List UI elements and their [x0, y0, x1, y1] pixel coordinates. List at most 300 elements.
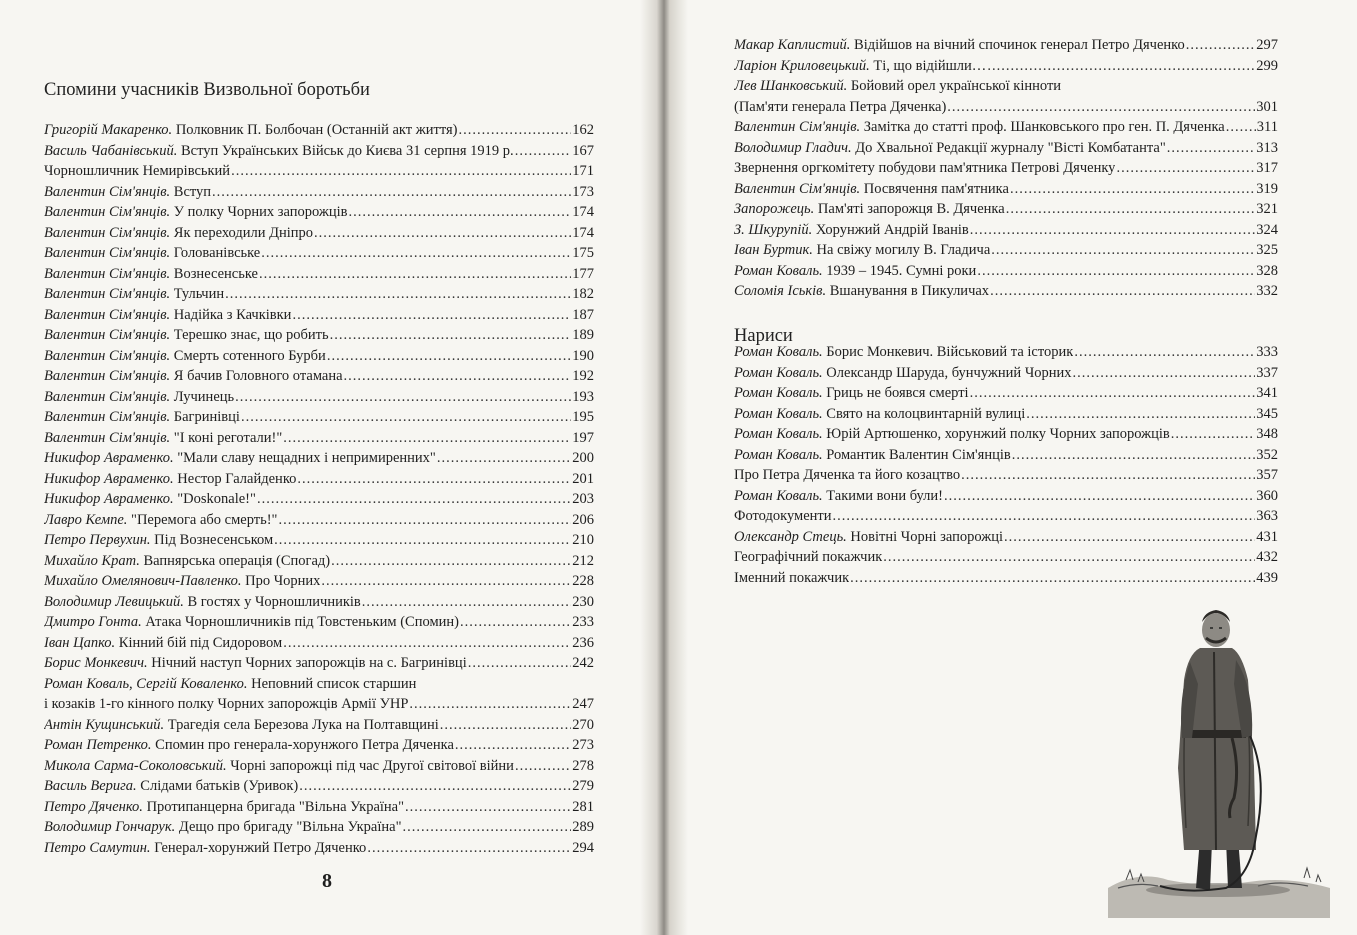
dot-leader [990, 281, 1255, 302]
entry-author: Олександр Стець. [734, 528, 847, 545]
toc-entry [734, 465, 1278, 486]
entry-author: Іван Цапко. [44, 634, 116, 651]
toc-entry [44, 407, 594, 428]
entry-page-number: 177 [572, 265, 594, 282]
entry-page-number: 182 [572, 286, 594, 302]
dot-leader [367, 838, 571, 859]
dot-leader [1186, 35, 1256, 56]
entry-title: У полку Чорних запорожців [170, 204, 348, 220]
dot-leader [1073, 363, 1256, 384]
dot-leader [349, 202, 572, 223]
dot-leader [991, 240, 1255, 261]
dot-leader [1012, 445, 1256, 466]
entry-title: Нестор Галайденко [173, 470, 297, 487]
entry-title: Вступ [170, 183, 212, 200]
entry-author: Соломія Іськів. [734, 283, 827, 299]
dot-leader [970, 383, 1256, 404]
entry-author: Валентин Сім'янців. [44, 286, 171, 302]
entry-author: Володимир Гладич. [734, 139, 852, 156]
dot-leader [1004, 527, 1255, 548]
entry-title: Вознесенське [170, 265, 258, 282]
entry-author: Валентин Сім'янців. [44, 204, 171, 220]
entry-author: Валентин Сім'янців. [44, 409, 171, 425]
entry-page-number: 301 [1256, 98, 1278, 115]
dot-leader [987, 56, 1255, 77]
toc-entry [44, 551, 594, 572]
entry-author: Петро Дяченко. [44, 798, 143, 815]
toc-entry [734, 220, 1278, 241]
entry-author: Валентин Сім'янців. [44, 224, 171, 241]
entry-title: Вапнярська операція (Спогад) [139, 552, 331, 569]
entry-page-number: 175 [572, 245, 594, 261]
entry-title: Романтик Валентин Сім'янців [822, 446, 1011, 463]
entry-title: До Хвальної Редакції журналу "Вісті Комбатанта" [851, 139, 1166, 156]
entry-page-number: 319 [1256, 180, 1278, 197]
toc-entry [44, 735, 594, 756]
dot-leader [883, 547, 1255, 568]
dot-leader [977, 261, 1255, 282]
toc-entry [734, 342, 1278, 363]
toc-entry [734, 56, 1278, 77]
entry-page-number: 190 [572, 347, 594, 364]
dot-leader [944, 486, 1255, 507]
toc-entry [44, 653, 594, 674]
dot-leader [1074, 342, 1255, 363]
dot-leader [299, 776, 571, 797]
toc-entry [44, 387, 594, 408]
entry-page-number: 200 [572, 450, 594, 466]
entry-author: Валентин Сім'янців. [734, 119, 861, 135]
entry-page-number: 333 [1256, 344, 1278, 360]
entry-title: Я бачив Головного отамана [170, 368, 343, 384]
toc-entry [44, 182, 594, 203]
entry-title: Юрій Артюшенко, хорунжий полку Чорних запорожців [822, 426, 1170, 442]
entry-title: Кінний бій під Сидоровом [115, 634, 283, 651]
dot-leader [330, 325, 572, 346]
toc-entry [44, 223, 594, 244]
entry-author: Григорій Макаренко. [44, 122, 173, 138]
dot-leader [257, 489, 571, 510]
dot-leader [1006, 199, 1256, 220]
dot-leader [327, 346, 571, 367]
toc-entry [44, 305, 594, 326]
entry-page-number: 270 [572, 716, 594, 733]
entry-title: Багринівці [170, 409, 240, 425]
entry-title: і козаків 1-го кінного полку Чорних запорожців Армії УНР [44, 696, 409, 712]
dot-leader [331, 551, 571, 572]
dot-leader [259, 264, 571, 285]
dot-leader [261, 243, 571, 264]
entry-page-number: 242 [572, 655, 594, 671]
entry-author: Михайло Крат. [44, 552, 140, 569]
entry-page-number: 247 [572, 696, 594, 712]
entry-page-number: 311 [1256, 119, 1278, 135]
dot-leader [1116, 158, 1255, 179]
entry-page-number: 321 [1256, 201, 1278, 217]
dot-leader [455, 735, 571, 756]
entry-page-number: 325 [1256, 242, 1278, 258]
entry-page-number: 193 [572, 388, 594, 405]
entry-title: Трагедія села Березова Лука на Полтавщині [164, 716, 439, 733]
entry-title: Нічний наступ Чорних запорожців на с. Багринівці [147, 655, 467, 671]
entry-title: В гостях у Чорношличників [183, 593, 361, 610]
dot-leader [1226, 117, 1256, 138]
entry-author: Никифор Авраменко. [44, 450, 174, 466]
dot-leader [283, 428, 571, 449]
toc-entry [44, 243, 594, 264]
entry-title: Новітні Чорні запорожці [846, 528, 1004, 545]
toc-entry [734, 179, 1278, 200]
entry-title: Гриць не боявся смерті [822, 385, 969, 401]
toc-entry [734, 117, 1278, 138]
entry-title: Звернення оргкомітету побудови пам'ятника Петрові Дяченку [734, 160, 1116, 176]
dot-leader [460, 612, 571, 633]
toc-entry [734, 199, 1278, 220]
entry-page-number: 332 [1256, 283, 1278, 299]
entry-title: Олександр Шаруда, бунчужний Чорних [822, 364, 1072, 381]
dot-leader [1026, 404, 1255, 425]
entry-page-number: 167 [572, 142, 594, 159]
toc-entry [734, 404, 1278, 425]
toc-entry [44, 120, 594, 141]
dot-leader [468, 653, 572, 674]
dot-leader [321, 571, 571, 592]
toc-entry [734, 486, 1278, 507]
toc-entry [44, 366, 594, 387]
toc-entry [734, 424, 1278, 445]
entry-page-number: 228 [572, 573, 594, 589]
toc-entry [44, 325, 594, 346]
entry-title: Бойовий орел української кінноти [847, 78, 1062, 94]
entry-page-number: 192 [572, 368, 594, 384]
entry-author: Антін Кущинський. [44, 716, 165, 733]
dot-leader [362, 592, 571, 613]
entry-title: Атака Чорношличників під Товстеньким (Спомин) [141, 614, 459, 630]
toc-entry [44, 448, 594, 469]
entry-author: Дмитро Гонта. [44, 614, 142, 630]
entry-author: Василь Чабанівський. [44, 142, 178, 159]
toc-entry [44, 694, 594, 715]
dot-leader [1171, 424, 1255, 445]
entry-author: Запорожець. [734, 201, 815, 217]
toc-entry [734, 363, 1278, 384]
entry-page-number: 313 [1256, 139, 1278, 156]
dot-leader [225, 284, 571, 305]
toc-entry [734, 35, 1278, 56]
entry-page-number: 201 [572, 470, 594, 487]
dot-leader [1167, 138, 1256, 159]
entry-page-number: 348 [1256, 426, 1278, 442]
toc-list-right-top [734, 35, 1278, 302]
entry-page-number: 324 [1256, 221, 1278, 238]
entry-title: Борис Монкевич. Військовий та історик [822, 344, 1074, 360]
entry-title: Полковник П. Болбочан (Останній акт життя) [172, 122, 458, 138]
entry-page-number: 203 [572, 491, 594, 507]
entry-author: Валентин Сім'янців. [734, 180, 861, 197]
toc-entry [734, 281, 1278, 302]
entry-author: Лавро Кемпе. [44, 511, 128, 528]
dot-leader [437, 448, 571, 469]
entry-author: Валентин Сім'янців. [44, 306, 171, 323]
entry-title: Лучинець [170, 388, 235, 405]
entry-title: Іменний покажчик [734, 569, 850, 586]
entry-title: "Мали славу нещадних і непримиренних" [173, 450, 436, 466]
dot-leader [235, 387, 571, 408]
dot-leader [344, 366, 572, 387]
entry-author: Борис Монкевич. [44, 655, 148, 671]
dot-leader [405, 797, 571, 818]
toc-list-right-bottom [734, 342, 1278, 588]
toc-entry [734, 506, 1278, 527]
toc-entry [734, 138, 1278, 159]
entry-title: Чорношличник Немирівський [44, 163, 231, 179]
entry-page-number: 289 [572, 819, 594, 835]
toc-entry [734, 445, 1278, 466]
entry-page-number: 281 [572, 798, 594, 815]
section-title-memoirs: Спомини учасників Визвольної боротьби [44, 80, 370, 100]
entry-page-number: 174 [572, 224, 594, 241]
entry-page-number: 206 [572, 511, 594, 528]
toc-entry [734, 568, 1278, 589]
entry-title: Хорунжий Андрій Іванів [812, 221, 969, 238]
toc-entry [44, 817, 594, 838]
dot-leader [459, 120, 572, 141]
entry-page-number: 273 [572, 737, 594, 753]
toc-entry [44, 346, 594, 367]
entry-page-number: 328 [1256, 262, 1278, 279]
entry-title: Такими вони були! [822, 487, 943, 504]
entry-title: Спомин про генерала-хорунжого Петра Дяченка [151, 737, 454, 753]
entry-title: На свіжу могилу В. Гладича [812, 242, 991, 258]
entry-page-number: 357 [1256, 467, 1278, 483]
entry-author: Роман Коваль. [734, 364, 823, 381]
entry-page-number: 173 [572, 183, 594, 200]
entry-page-number: 345 [1256, 405, 1278, 422]
toc-entry [44, 284, 594, 305]
dot-leader [947, 97, 1255, 118]
entry-title: Ті, що відійшли… [869, 57, 987, 74]
toc-entry [44, 161, 594, 182]
entry-title: Вступ Українських Військ до Києва 31 серпня 1919 р. [177, 142, 514, 159]
toc-entry [44, 756, 594, 777]
toc-entry [734, 158, 1278, 179]
entry-author: Іван Буртик. [734, 242, 813, 258]
dot-leader [403, 817, 572, 838]
entry-title: Про Петра Дяченка та його козацтво [734, 467, 961, 483]
cossack-figure-icon [1108, 588, 1330, 918]
entry-title: Надійка з Качківки [170, 306, 292, 323]
entry-page-number: 352 [1256, 446, 1278, 463]
toc-entry [44, 612, 594, 633]
entry-title: "Doskonale!" [173, 491, 256, 507]
dot-leader [515, 756, 571, 777]
toc-entry [44, 715, 594, 736]
entry-page-number: 187 [572, 306, 594, 323]
toc-entry [44, 264, 594, 285]
toc-entry [44, 633, 594, 654]
dot-leader [1010, 179, 1255, 200]
entry-title: Неповний список старшин [247, 675, 417, 692]
entry-author: Микола Сарма-Соколовський. [44, 757, 227, 774]
toc-entry [44, 469, 594, 490]
entry-author: Валентин Сім'янців. [44, 327, 171, 343]
entry-page-number: 360 [1256, 487, 1278, 504]
toc-entry [734, 527, 1278, 548]
entry-title: Терешко знає, що робить [170, 327, 329, 343]
entry-page-number: 294 [572, 839, 594, 856]
entry-author: Володимир Левицький. [44, 593, 184, 610]
entry-author: Петро Самутин. [44, 839, 151, 856]
entry-title: Замітка до статті проф. Шанковського про ген. П. Дяченка [860, 119, 1225, 135]
entry-title: Дещо про бригаду "Вільна Україна" [175, 819, 402, 835]
toc-entry [734, 97, 1278, 118]
toc-entry [734, 240, 1278, 261]
toc-entry [44, 674, 594, 695]
entry-title: Свято на колоцвинтарній вулиці [822, 405, 1026, 422]
entry-title: Відійшов на вічний спочинок генерал Петро Дяченко [850, 37, 1185, 53]
entry-title: Вшанування в Пикуличах [826, 283, 990, 299]
toc-entry [44, 797, 594, 818]
entry-author: Валентин Сім'янців. [44, 368, 171, 384]
entry-author: Роман Коваль. [734, 446, 823, 463]
entry-author: Роман Коваль. [734, 344, 823, 360]
entry-title: Чорні запорожці під час Другої світової війни [226, 757, 514, 774]
entry-page-number: 337 [1256, 364, 1278, 381]
page-number: 8 [322, 870, 332, 892]
dot-leader [961, 465, 1255, 486]
toc-entry [44, 202, 594, 223]
toc-entry [44, 428, 594, 449]
entry-page-number: 432 [1256, 549, 1278, 565]
entry-author: Роман Коваль. [734, 487, 823, 504]
toc-entry [734, 261, 1278, 282]
entry-author: Лев Шанковський. [734, 78, 848, 94]
toc-entry [44, 489, 594, 510]
entry-author: Петро Первухин. [44, 532, 151, 548]
entry-author: Роман Коваль. [734, 385, 823, 401]
entry-author: Валентин Сім'янців. [44, 183, 171, 200]
entry-title: Як переходили Дніпро [170, 224, 314, 241]
entry-page-number: 363 [1256, 508, 1278, 524]
entry-title: "І коні реготали!" [170, 429, 283, 446]
toc-entry [44, 571, 594, 592]
entry-author: Роман Петренко. [44, 737, 152, 753]
entry-author: Михайло Омелянович-Павленко. [44, 573, 242, 589]
entry-page-number: 236 [572, 634, 594, 651]
entry-title: 1939 – 1945. Сумні роки [822, 262, 977, 279]
toc-list-left [44, 120, 594, 858]
entry-page-number: 195 [572, 409, 594, 425]
entry-title: Під Вознесенськом [150, 532, 274, 548]
dot-leader [440, 715, 571, 736]
dot-leader [231, 161, 571, 182]
entry-title: Слідами батьків (Уривок) [136, 778, 299, 794]
entry-title: Голованівське [170, 245, 261, 261]
entry-title: Фотодокументи [734, 508, 832, 524]
entry-page-number: 431 [1256, 528, 1278, 545]
entry-author: Валентин Сім'янців. [44, 265, 171, 282]
entry-author: Валентин Сім'янців. [44, 245, 171, 261]
entry-title: Смерть сотенного Бурби [170, 347, 326, 364]
entry-page-number: 278 [572, 757, 594, 774]
entry-title: "Перемога або смерть!" [127, 511, 278, 528]
dot-leader [274, 530, 571, 551]
entry-author: Володимир Гончарук. [44, 819, 176, 835]
entry-page-number: 210 [572, 532, 594, 548]
dot-leader [297, 469, 571, 490]
entry-title: Про Чорних [241, 573, 321, 589]
entry-page-number: 174 [572, 204, 594, 220]
entry-page-number: 297 [1256, 37, 1278, 53]
entry-page-number: 197 [572, 429, 594, 446]
toc-entry [44, 530, 594, 551]
entry-author: Макар Каплистий. [734, 37, 851, 53]
entry-title: Географічний покажчик [734, 549, 883, 565]
entry-author: Валентин Сім'янців. [44, 388, 171, 405]
entry-author: Роман Коваль. [734, 262, 823, 279]
entry-title: (Пам'яти генерала Петра Дяченка) [734, 98, 947, 115]
entry-page-number: 233 [572, 614, 594, 630]
dot-leader [314, 223, 571, 244]
book-gutter [640, 0, 688, 935]
toc-entry [44, 141, 594, 162]
entry-author: Роман Коваль. [734, 426, 823, 442]
entry-page-number: 439 [1256, 569, 1278, 586]
toc-entry [734, 383, 1278, 404]
entry-author: Валентин Сім'янців. [44, 429, 171, 446]
toc-entry [734, 547, 1278, 568]
entry-author: З. Шкурупій. [734, 221, 813, 238]
toc-entry [44, 776, 594, 797]
toc-entry [44, 510, 594, 531]
entry-page-number: 299 [1256, 57, 1278, 74]
toc-entry [734, 76, 1278, 97]
dot-leader [515, 141, 572, 162]
entry-page-number: 212 [572, 552, 594, 569]
entry-author: Роман Коваль, Сергій Коваленко. [44, 675, 248, 692]
dot-leader [409, 694, 571, 715]
dot-leader [241, 407, 571, 428]
dot-leader [278, 510, 571, 531]
dot-leader [970, 220, 1256, 241]
entry-title: Тульчин [170, 286, 225, 302]
entry-page-number: 189 [572, 327, 594, 343]
toc-entry [44, 838, 594, 859]
entry-author: Роман Коваль. [734, 405, 823, 422]
entry-author: Никифор Авраменко. [44, 470, 174, 487]
entry-page-number: 171 [572, 163, 594, 179]
toc-entry [44, 592, 594, 613]
dot-leader [283, 633, 571, 654]
entry-page-number: 230 [572, 593, 594, 610]
entry-author: Валентин Сім'янців. [44, 347, 171, 364]
entry-page-number: 162 [572, 122, 594, 138]
dot-leader [833, 506, 1256, 527]
entry-author: Ларіон Криловецький. [734, 57, 870, 74]
entry-title: Генерал-хорунжий Петро Дяченко [150, 839, 367, 856]
entry-page-number: 317 [1256, 160, 1278, 176]
entry-title: Протипанцерна бригада "Вільна Україна" [142, 798, 405, 815]
entry-author: Василь Верига. [44, 778, 137, 794]
entry-title: Пам'яті запорожця В. Дяченка [814, 201, 1005, 217]
entry-page-number: 279 [572, 778, 594, 794]
entry-page-number: 341 [1256, 385, 1278, 401]
dot-leader [212, 182, 571, 203]
entry-author: Никифор Авраменко. [44, 491, 174, 507]
entry-title: Посвячення пам'ятника [860, 180, 1009, 197]
dot-leader [292, 305, 571, 326]
section-title-essays: Нариси [734, 326, 793, 346]
